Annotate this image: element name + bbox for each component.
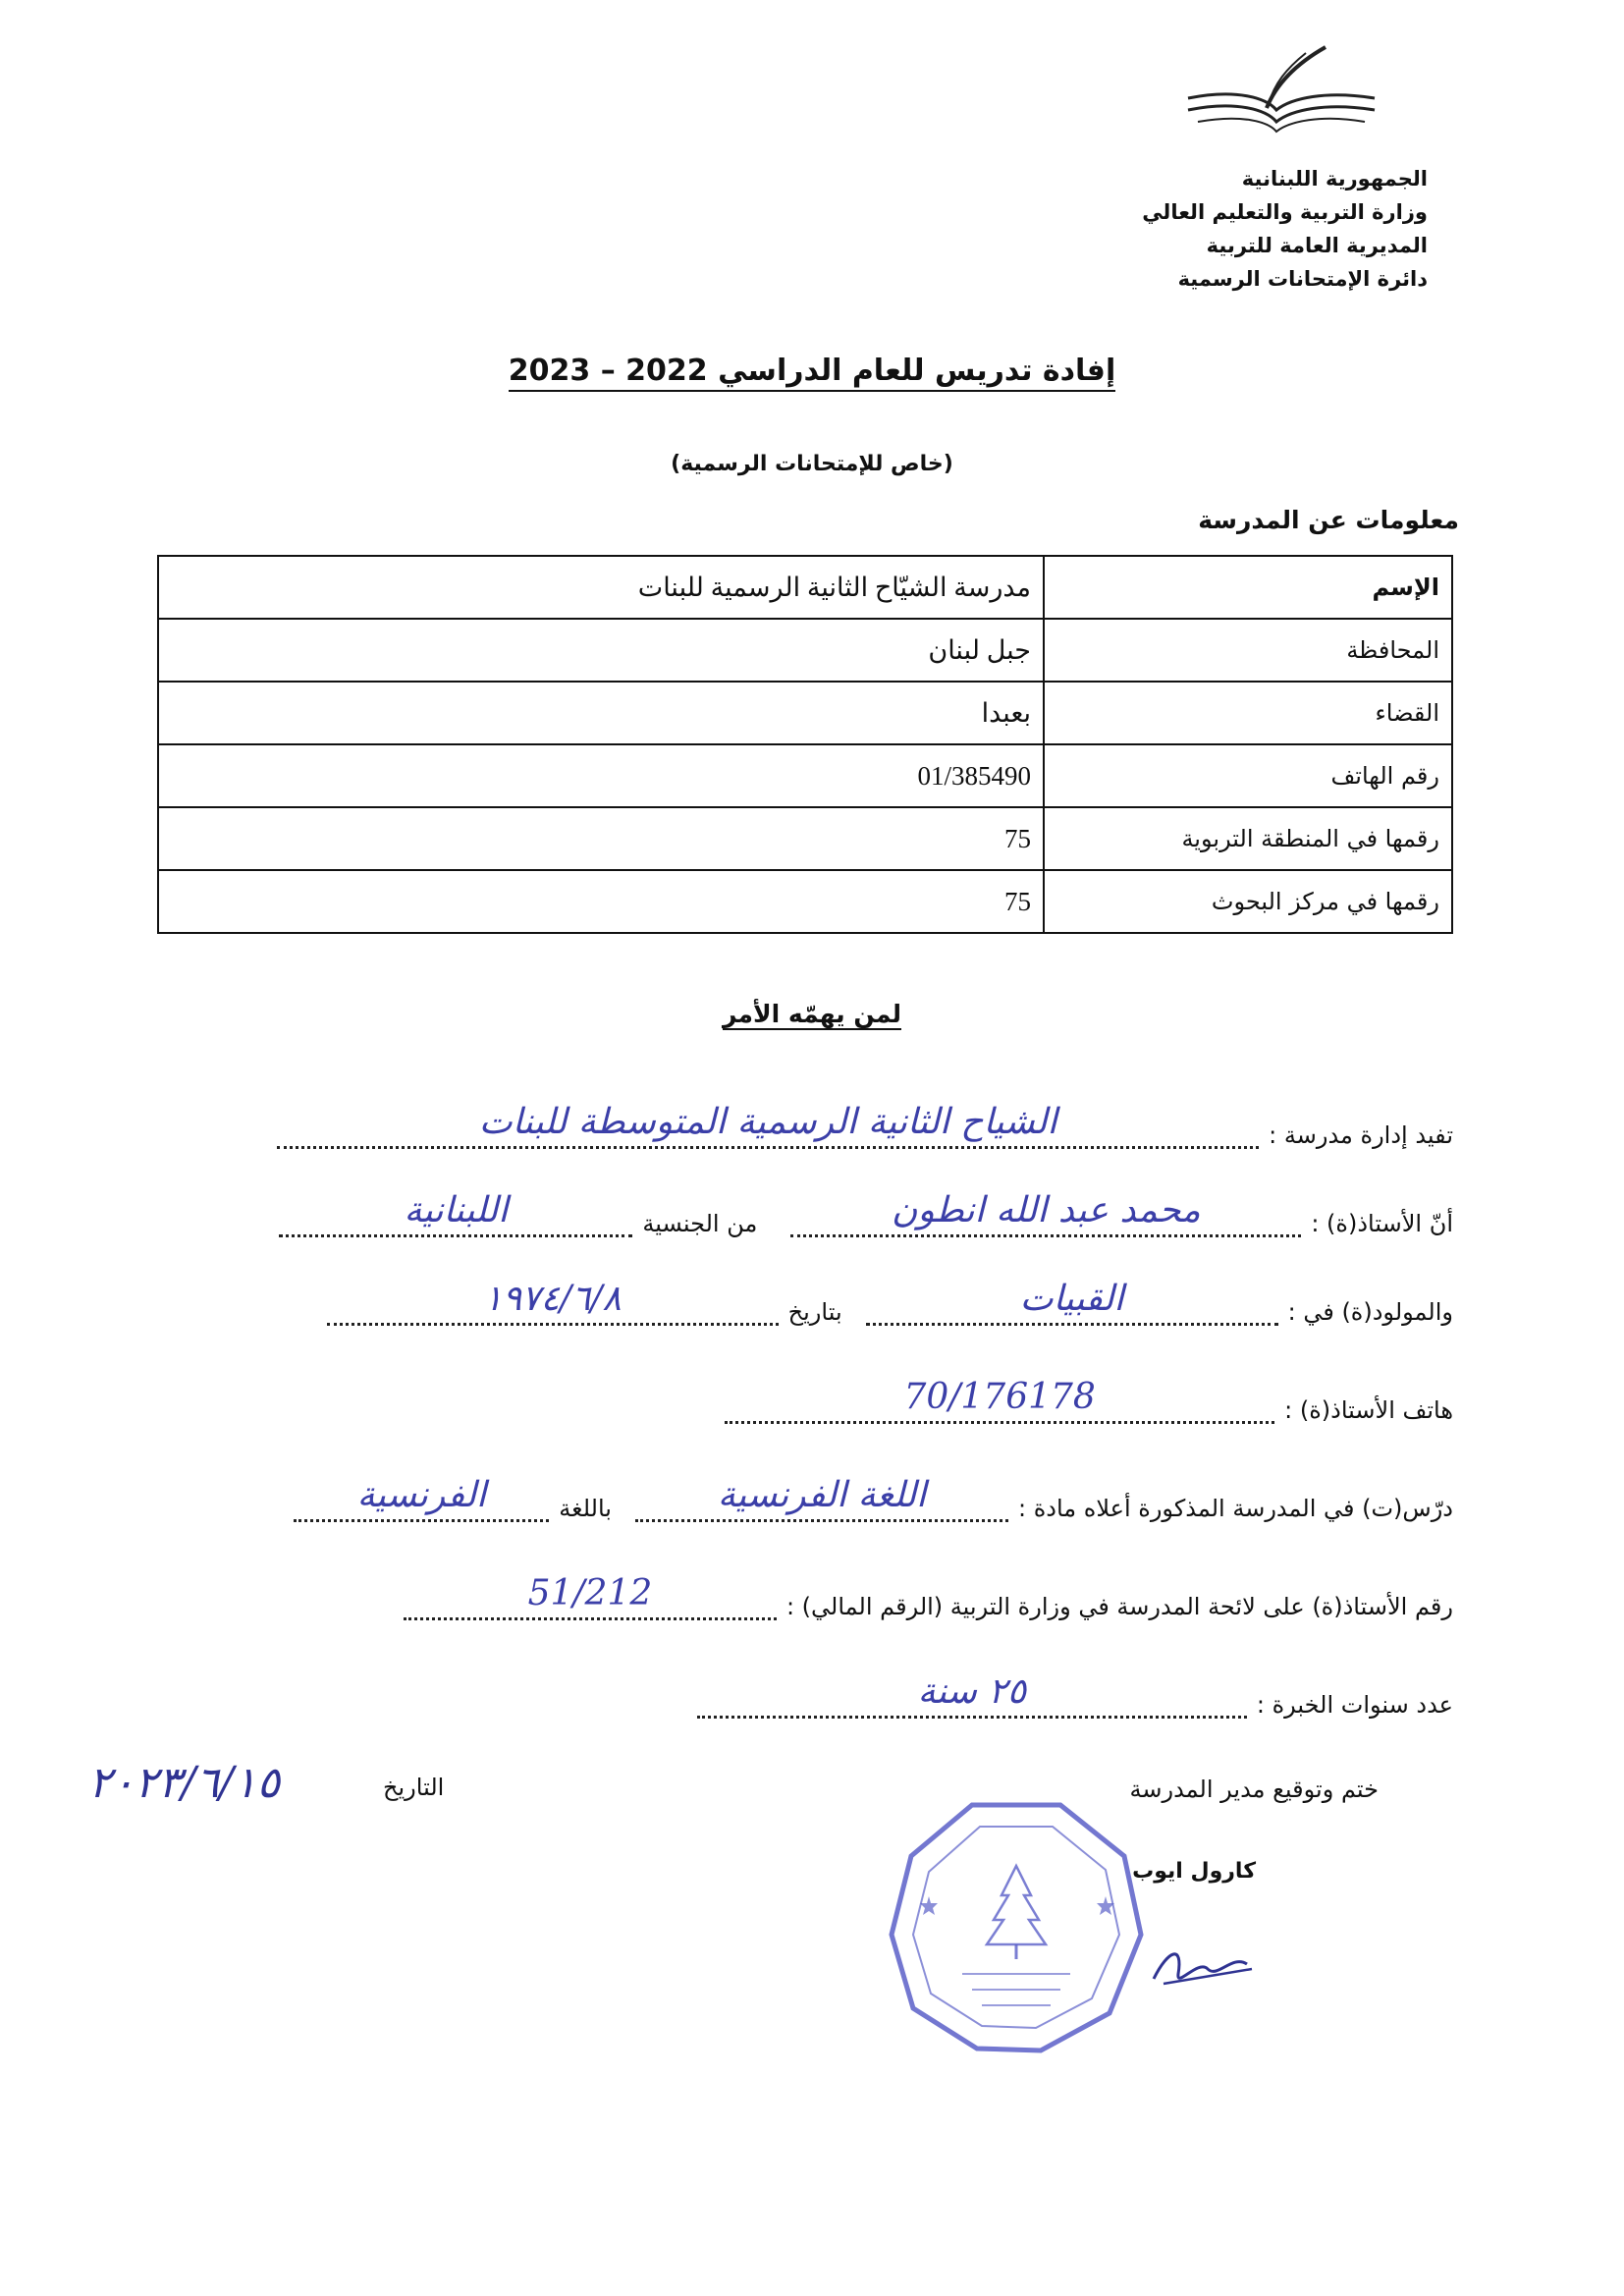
experience-line <box>157 1660 1453 1719</box>
header-line-ministry: وزارة التربية والتعليم العالي <box>1142 200 1428 224</box>
row-value: 01/385490 <box>158 744 1044 807</box>
school-line-label: تفيد إدارة مدرسة : <box>1269 1121 1453 1149</box>
header-line-department: دائرة الإمتحانات الرسمية <box>1177 267 1428 291</box>
to-whom-text: لمن يهمّه الأمر <box>722 1000 902 1028</box>
nationality-field <box>279 1190 632 1237</box>
document-title <box>0 354 1624 388</box>
school-line-field <box>277 1102 1259 1149</box>
table-row <box>158 807 1452 870</box>
row-label: رقمها في المنطقة التربوية <box>1044 807 1452 870</box>
row-label: رقم الهاتف <box>1044 744 1452 807</box>
ministry-logo-icon <box>1178 39 1384 147</box>
subject-field <box>635 1475 1008 1522</box>
table-row <box>158 556 1452 619</box>
teacher-number-label: رقم الأستاذ(ة) على لائحة المدرسة في وزارة التربية (الرقم المالي) : <box>785 1593 1453 1620</box>
row-label: المحافظة <box>1044 619 1452 682</box>
experience-field <box>697 1671 1247 1719</box>
taught-line <box>157 1463 1453 1522</box>
teacher-name-value: محمد عبد الله انطون <box>892 1190 1201 1230</box>
nationality-label: من الجنسية <box>642 1210 758 1237</box>
teacher-phone-label: هاتف الأستاذ(ة) : <box>1284 1396 1453 1424</box>
phone-line <box>157 1365 1453 1424</box>
header-line-directorate: المديرية العامة للتربية <box>1206 234 1428 257</box>
school-info-table <box>157 555 1453 934</box>
school-line <box>157 1090 1453 1149</box>
teacher-line <box>157 1178 1453 1237</box>
birth-place-value: القبيات <box>1019 1279 1124 1319</box>
birth-date-label: بتاريخ <box>787 1298 842 1326</box>
table-row <box>158 870 1452 933</box>
teacher-line-label: أنّ الأستاذ(ة) : <box>1311 1210 1453 1237</box>
table-row <box>158 744 1452 807</box>
row-value: مدرسة الشيّاح الثانية الرسمية للبنات <box>158 556 1044 619</box>
date-label: التاريخ <box>383 1774 445 1801</box>
to-whom-heading <box>0 1000 1624 1028</box>
row-value: 75 <box>158 870 1044 933</box>
language-value: الفرنسية <box>356 1475 486 1515</box>
subject-label: درّس(ت) في المدرسة المذكورة أعلاه مادة : <box>1017 1495 1453 1522</box>
birth-date-value: ١٩٧٤/٦/٨ <box>483 1279 622 1319</box>
teacher-number-field <box>404 1573 777 1620</box>
teacher-phone-field <box>725 1377 1274 1424</box>
table-row <box>158 682 1452 744</box>
experience-label: عدد سنوات الخبرة : <box>1256 1691 1453 1719</box>
school-line-value: الشياح الثانية الرسمية المتوسطة للبنات <box>478 1102 1057 1142</box>
row-label: رقمها في مركز البحوث <box>1044 870 1452 933</box>
date-value: ٢٠٢٣/٦/١٥ <box>88 1758 281 1808</box>
experience-value: ٢٥ سنة <box>917 1671 1027 1712</box>
teacher-phone-value: 70/176178 <box>903 1377 1096 1417</box>
row-value: بعبدا <box>158 682 1044 744</box>
language-label: باللغة <box>559 1495 612 1522</box>
number-line <box>157 1561 1453 1620</box>
header-line-republic: الجمهورية اللبنانية <box>1241 167 1428 191</box>
nationality-value: اللبنانية <box>404 1190 509 1230</box>
language-field <box>294 1475 549 1522</box>
ministry-header <box>1142 162 1428 296</box>
teacher-number-value: 51/212 <box>527 1573 653 1613</box>
birth-date-field <box>327 1279 779 1326</box>
row-label: القضاء <box>1044 682 1452 744</box>
row-value: جبل لبنان <box>158 619 1044 682</box>
row-label: الإسم <box>1044 556 1452 619</box>
birth-place-field <box>866 1279 1278 1326</box>
subject-value: اللغة الفرنسية <box>717 1475 927 1515</box>
principal-name: كارول ايوب <box>1132 1859 1256 1884</box>
school-info-heading: معلومات عن المدرسة <box>1198 506 1459 534</box>
table-row <box>158 619 1452 682</box>
teacher-name-field <box>790 1190 1301 1237</box>
row-value: 75 <box>158 807 1044 870</box>
birth-place-label: والمولود(ة) في : <box>1287 1298 1453 1326</box>
document-subtitle: (خاص للإمتحانات الرسمية) <box>671 452 953 476</box>
official-stamp-icon <box>884 1797 1149 2057</box>
principal-signature-label: ختم وتوقيع مدير المدرسة <box>1129 1776 1379 1803</box>
document-title-text: إفادة تدريس للعام الدراسي 2022 – 2023 <box>509 354 1115 392</box>
principal-signature-icon <box>1149 1940 1257 1998</box>
birth-line <box>157 1267 1453 1326</box>
